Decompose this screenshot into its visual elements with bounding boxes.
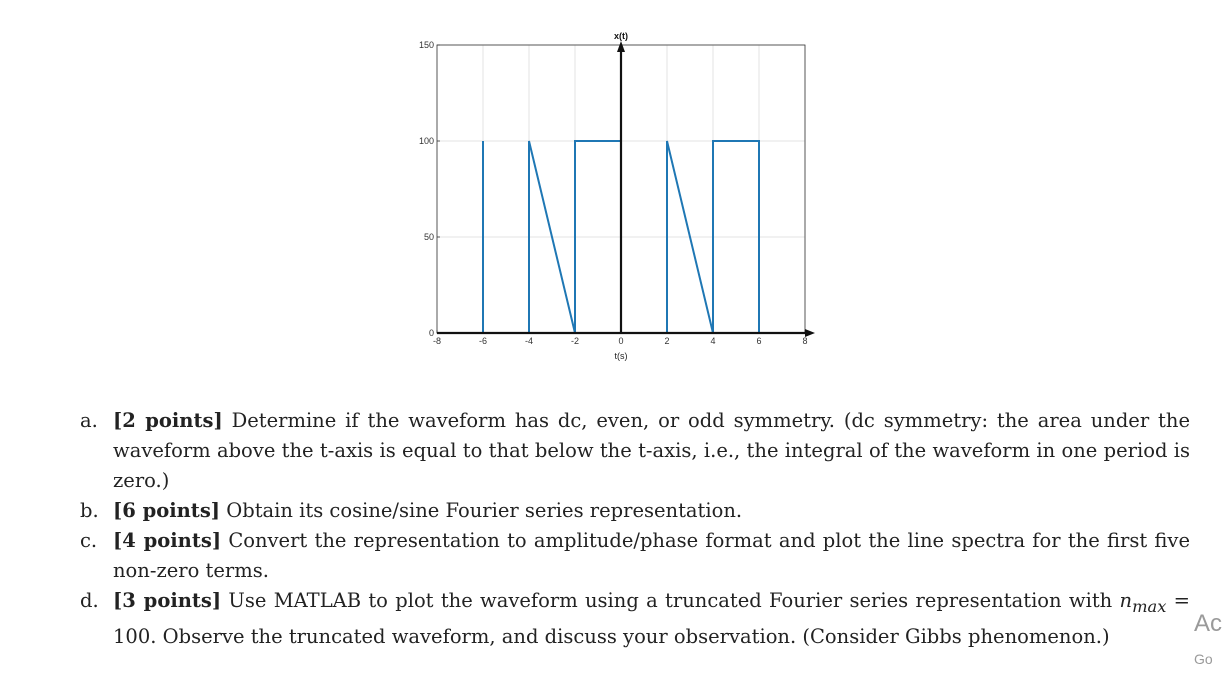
x-axis-arrow	[805, 329, 815, 337]
y-tick-label: 0	[428, 328, 434, 338]
x-tick-label: -2	[570, 336, 580, 346]
problem-c	[80, 526, 1190, 586]
problem-c-points: [4 points]	[113, 529, 222, 552]
x-tick-label: 4	[710, 336, 716, 346]
x-tick-label: 6	[756, 336, 762, 346]
problem-c-marker: c.	[80, 529, 98, 552]
x-tick-label: -4	[524, 336, 534, 346]
y-tick-label: 100	[418, 136, 434, 146]
problem-a	[80, 406, 1190, 496]
x-axis-title: t(s)	[614, 351, 628, 361]
problem-b-text: Obtain its cosine/sine Fourier series representation.	[220, 499, 743, 522]
waveform-chart	[380, 18, 820, 378]
problem-d-marker: d.	[80, 589, 99, 612]
problem-b-points: [6 points]	[113, 499, 221, 522]
problem-d-text-after: = 100. Observe the truncated waveform, and discuss your observation. (Consider Gibbs phenomenon.)	[113, 589, 1190, 648]
problem-b-marker: b.	[80, 499, 99, 522]
problem-d-points: [3 points]	[113, 589, 222, 612]
n-max-subscript: max	[1132, 596, 1167, 616]
activation-watermark-line2: Go	[1194, 651, 1213, 667]
x-tick-label: 8	[802, 336, 808, 346]
x-tick-label: 2	[664, 336, 670, 346]
problem-d	[80, 586, 1190, 652]
problem-c-text: Convert the representation to amplitude/phase format and plot the line spectra for the first five non-zero terms.	[113, 529, 1190, 582]
chart-svg	[380, 18, 820, 378]
problem-list	[80, 406, 1190, 652]
x-tick-label: -8	[432, 336, 442, 346]
problem-a-marker: a.	[80, 409, 98, 432]
problem-a-text: Determine if the waveform has dc, even, or odd symmetry. (dc symmetry: the area under the waveform above the t-axis is equal to that below the t-axis, i.e., the integral of the waveform in one period is zero.)	[113, 409, 1190, 492]
x-tick-label: 0	[618, 336, 624, 346]
n-max-variable: n	[1119, 589, 1133, 612]
problem-a-points: [2 points]	[113, 409, 223, 432]
activation-watermark-line1: Ac	[1194, 610, 1223, 637]
x-tick-label: -6	[478, 336, 488, 346]
problem-d-text-before: Use MATLAB to plot the waveform using a truncated Fourier series representation with	[221, 589, 1120, 612]
problem-b	[80, 496, 1190, 526]
y-tick-label: 150	[418, 40, 434, 50]
y-axis-title: x(t)	[614, 31, 628, 41]
y-tick-label: 50	[423, 232, 434, 242]
